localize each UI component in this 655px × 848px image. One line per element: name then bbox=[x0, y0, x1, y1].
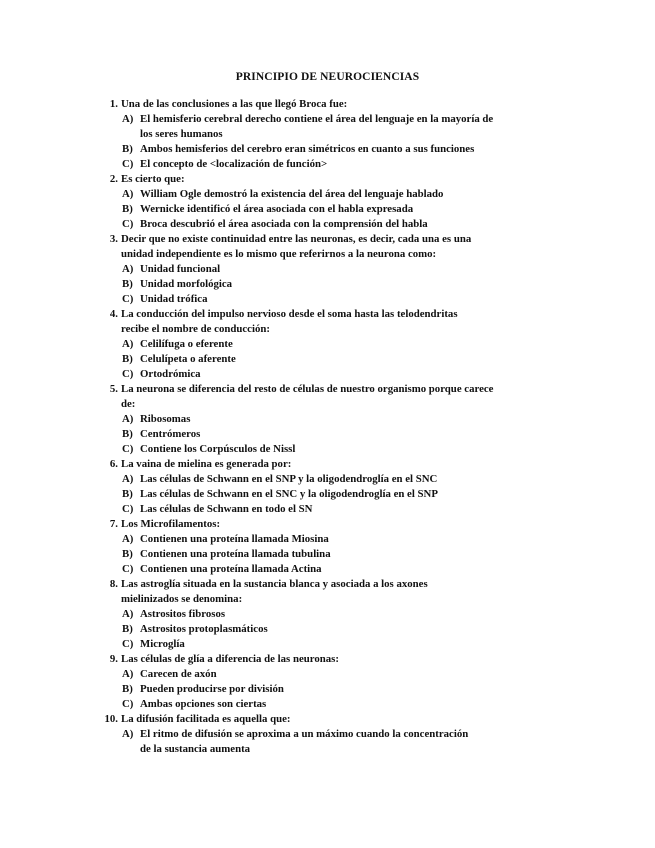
answer-option bbox=[0, 217, 655, 232]
question-text: Una de las conclusiones a las que llegó Broca fue: bbox=[121, 98, 348, 110]
answer-option bbox=[0, 292, 655, 307]
question-item bbox=[0, 307, 655, 382]
answer-option bbox=[0, 442, 655, 457]
option-letter: C) bbox=[122, 503, 134, 515]
answer-option bbox=[0, 667, 655, 682]
option-letter: A) bbox=[122, 338, 134, 350]
option-text: Celilífuga o eferente bbox=[140, 338, 233, 350]
option-text: de la sustancia aumenta bbox=[140, 743, 251, 755]
option-letter: B) bbox=[122, 353, 133, 365]
option-text: Contienen una proteína llamada tubulina bbox=[140, 548, 331, 560]
question-text: La conducción del impulso nervioso desde el soma hasta las telodendritas bbox=[121, 308, 458, 320]
question-number: 6. bbox=[109, 458, 118, 470]
answer-option bbox=[0, 352, 655, 367]
answer-option bbox=[0, 547, 655, 562]
option-letter: A) bbox=[122, 413, 134, 425]
answer-option bbox=[0, 607, 655, 622]
option-letter: B) bbox=[122, 143, 133, 155]
option-text: Las células de Schwann en el SNC y la oligodendroglía en el SNP bbox=[140, 488, 438, 500]
question-number: 7. bbox=[109, 518, 118, 530]
option-letter: B) bbox=[122, 278, 133, 290]
option-text: Ambos hemisferios del cerebro eran simétricos en cuanto a sus funciones bbox=[140, 143, 475, 155]
question-number: 2. bbox=[109, 173, 118, 185]
option-text: Ribosomas bbox=[140, 413, 191, 425]
option-text: Las células de Schwann en todo el SN bbox=[140, 503, 313, 515]
option-text: Carecen de axón bbox=[140, 668, 217, 680]
question-number: 3. bbox=[109, 233, 118, 245]
question-text: La vaina de mielina es generada por: bbox=[121, 458, 292, 470]
question-number: 5. bbox=[109, 383, 118, 395]
option-letter: B) bbox=[122, 548, 133, 560]
question-text: La difusión facilitada es aquella que: bbox=[121, 713, 291, 725]
option-text: El concepto de <localización de función> bbox=[140, 158, 328, 170]
option-text: Ortodrómica bbox=[140, 368, 201, 380]
option-text: Unidad funcional bbox=[140, 263, 221, 275]
question-item bbox=[0, 232, 655, 307]
answer-option bbox=[0, 262, 655, 277]
question-number: 1. bbox=[109, 98, 118, 110]
answer-option bbox=[0, 277, 655, 292]
answer-option bbox=[0, 142, 655, 157]
option-text: Pueden producirse por división bbox=[140, 683, 284, 695]
option-letter: B) bbox=[122, 203, 133, 215]
option-letter: A) bbox=[122, 608, 134, 620]
answer-option bbox=[0, 727, 655, 757]
option-text: Broca descubrió el área asociada con la comprensión del habla bbox=[140, 218, 428, 230]
option-text: Astrositos fibrosos bbox=[140, 608, 226, 620]
answer-option bbox=[0, 487, 655, 502]
option-letter: B) bbox=[122, 428, 133, 440]
option-letter: C) bbox=[122, 443, 134, 455]
option-text: Contienen una proteína llamada Miosina bbox=[140, 533, 329, 545]
question-text: recibe el nombre de conducción: bbox=[121, 323, 270, 335]
option-letter: C) bbox=[122, 698, 134, 710]
option-text: Astrositos protoplasmáticos bbox=[140, 623, 268, 635]
option-text: Microglía bbox=[140, 638, 185, 650]
question-text: unidad independiente es lo mismo que referirnos a la neurona como: bbox=[121, 248, 437, 260]
option-text: William Ogle demostró la existencia del área del lenguaje hablado bbox=[140, 188, 444, 200]
answer-option bbox=[0, 697, 655, 712]
option-letter: C) bbox=[122, 563, 134, 575]
option-text: Ambas opciones son ciertas bbox=[140, 698, 267, 710]
question-number: 4. bbox=[109, 308, 118, 320]
answer-option bbox=[0, 682, 655, 697]
question-item bbox=[0, 712, 655, 757]
question-list bbox=[0, 97, 655, 757]
answer-option bbox=[0, 202, 655, 217]
option-text: Celulípeta o aferente bbox=[140, 353, 236, 365]
question-text: Es cierto que: bbox=[121, 173, 185, 185]
page-title: PRINCIPIO DE NEUROCIENCIAS bbox=[235, 71, 420, 83]
option-letter: A) bbox=[122, 113, 134, 125]
option-letter: C) bbox=[122, 218, 134, 230]
answer-option bbox=[0, 502, 655, 517]
question-text: Los Microfilamentos: bbox=[121, 518, 221, 530]
question-text: Las células de glía a diferencia de las neuronas: bbox=[121, 653, 339, 665]
option-letter: C) bbox=[122, 638, 134, 650]
option-text: Wernicke identificó el área asociada con el habla expresada bbox=[140, 203, 414, 215]
answer-option bbox=[0, 187, 655, 202]
question-item bbox=[0, 577, 655, 652]
answer-option bbox=[0, 637, 655, 652]
question-number: 10. bbox=[104, 713, 118, 725]
question-item bbox=[0, 382, 655, 457]
option-letter: C) bbox=[122, 368, 134, 380]
question-text: Las astroglía situada en la sustancia blanca y asociada a los axones bbox=[121, 578, 428, 590]
question-item bbox=[0, 517, 655, 577]
option-letter: A) bbox=[122, 188, 134, 200]
answer-option bbox=[0, 562, 655, 577]
option-letter: A) bbox=[122, 668, 134, 680]
option-text: Contiene los Corpúsculos de Nissl bbox=[140, 443, 296, 455]
option-letter: B) bbox=[122, 488, 133, 500]
question-text: Decir que no existe continuidad entre las neuronas, es decir, cada una es una bbox=[121, 233, 472, 245]
option-letter: B) bbox=[122, 623, 133, 635]
option-letter: C) bbox=[122, 158, 134, 170]
option-text: El hemisferio cerebral derecho contiene el área del lenguaje en la mayoría de bbox=[140, 113, 494, 125]
answer-option bbox=[0, 532, 655, 547]
option-letter: B) bbox=[122, 683, 133, 695]
option-letter: A) bbox=[122, 728, 134, 740]
answer-option bbox=[0, 427, 655, 442]
question-text: de: bbox=[121, 398, 136, 410]
question-item bbox=[0, 97, 655, 172]
option-letter: A) bbox=[122, 473, 134, 485]
answer-option bbox=[0, 367, 655, 382]
answer-option bbox=[0, 112, 655, 142]
answer-option bbox=[0, 157, 655, 172]
option-text: Contienen una proteína llamada Actina bbox=[140, 563, 322, 575]
option-letter: A) bbox=[122, 533, 134, 545]
answer-option bbox=[0, 472, 655, 487]
question-number: 9. bbox=[109, 653, 118, 665]
option-letter: C) bbox=[122, 293, 134, 305]
option-text: los seres humanos bbox=[140, 128, 223, 140]
option-text: Unidad morfológica bbox=[140, 278, 233, 290]
option-text: Centrómeros bbox=[140, 428, 201, 440]
answer-option bbox=[0, 412, 655, 427]
answer-option bbox=[0, 622, 655, 637]
answer-option bbox=[0, 337, 655, 352]
question-item bbox=[0, 652, 655, 712]
question-number: 8. bbox=[109, 578, 118, 590]
question-text: La neurona se diferencia del resto de células de nuestro organismo porque carece bbox=[121, 383, 494, 395]
option-letter: A) bbox=[122, 263, 134, 275]
option-text: El ritmo de difusión se aproxima a un máximo cuando la concentración bbox=[140, 728, 469, 740]
question-item bbox=[0, 457, 655, 517]
question-text: mielinizados se denomina: bbox=[121, 593, 243, 605]
option-text: Unidad trófica bbox=[140, 293, 208, 305]
question-item bbox=[0, 172, 655, 232]
option-text: Las células de Schwann en el SNP y la oligodendroglía en el SNC bbox=[140, 473, 438, 485]
